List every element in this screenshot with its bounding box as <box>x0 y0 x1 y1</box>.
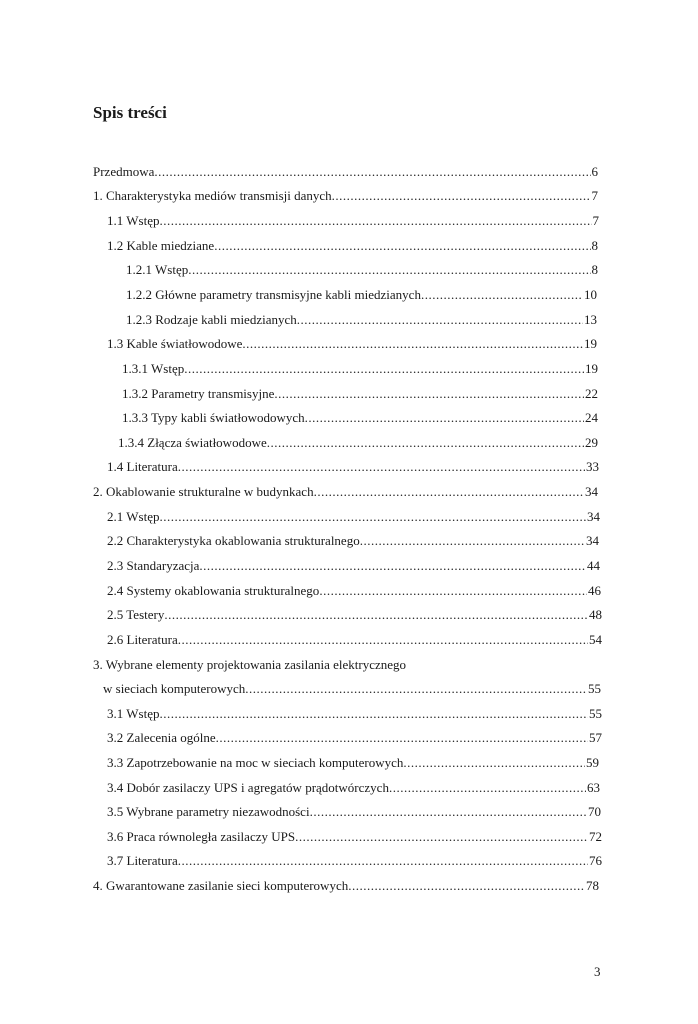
toc-entry-page: 44 <box>587 558 600 573</box>
toc-entry-2-5[interactable] <box>107 606 602 624</box>
toc-entry-page: 29 <box>585 435 598 450</box>
toc-entry-page: 55 <box>589 706 602 721</box>
toc-entry-1-2-2[interactable] <box>126 286 597 304</box>
toc-entry-chapter-2[interactable] <box>93 483 598 501</box>
toc-entry-chapter-3-line-2[interactable] <box>103 680 601 698</box>
toc-leader-dots <box>154 163 590 181</box>
toc-entry-label: 3.5 Wybrane parametry niezawodności <box>107 804 310 819</box>
toc-entry-label: 3. Wybrane elementy projektowania zasilania elektrycznego <box>93 657 407 672</box>
toc-entry-label: 2. Okablowanie strukturalne w budynkach <box>93 484 314 499</box>
toc-entry-2-3[interactable] <box>107 557 600 575</box>
toc-entry-preface[interactable] <box>93 163 598 181</box>
toc-leader-dots <box>242 335 583 353</box>
toc-leader-dots <box>214 237 590 255</box>
toc-entry-page: 6 <box>591 164 598 179</box>
toc-leader-dots <box>159 212 591 230</box>
toc-entry-page: 24 <box>585 410 598 425</box>
page-number: 3 <box>594 964 601 979</box>
toc-entry-3-5[interactable] <box>107 803 601 821</box>
toc-entry-page: 54 <box>589 632 602 647</box>
toc-leader-dots <box>310 803 587 821</box>
toc-entry-page: 22 <box>585 386 598 401</box>
page-title: Spis treści <box>93 103 167 122</box>
toc-entry-label: 4. Gwarantowane zasilanie sieci komputerowych <box>93 878 349 893</box>
toc-leader-dots <box>178 631 588 649</box>
toc-entry-3-2[interactable] <box>107 729 602 747</box>
toc-entry-1-3-1[interactable] <box>122 360 598 378</box>
toc-entry-label: Przedmowa <box>93 164 155 179</box>
toc-leader-dots <box>267 434 584 452</box>
toc-entry-label: 1.2 Kable miedziane <box>107 238 215 253</box>
toc-entry-label: w sieciach komputerowych <box>103 681 246 696</box>
toc-entry-page: 8 <box>591 262 598 277</box>
toc-entry-1-2-1[interactable] <box>126 261 598 279</box>
toc-entry-1-3-4[interactable] <box>118 434 598 452</box>
toc-entry-page: 34 <box>587 509 600 524</box>
toc-entry-page: 7 <box>591 188 598 203</box>
toc-entry-label: 3.2 Zalecenia ogólne <box>107 730 216 745</box>
toc-entry-1-1[interactable] <box>107 212 599 230</box>
toc-entry-page: 33 <box>586 459 599 474</box>
toc-entry-chapter-1[interactable] <box>93 187 598 205</box>
toc-entry-label: 1.3 Kable światłowodowe <box>107 336 243 351</box>
toc-entry-2-6[interactable] <box>107 631 602 649</box>
toc-leader-dots <box>199 557 586 575</box>
toc-entry-3-4[interactable] <box>107 779 600 797</box>
toc-entry-label: 2.6 Literatura <box>107 632 178 647</box>
toc-leader-dots <box>295 828 588 846</box>
toc-entry-label: 3.3 Zapotrzebowanie na moc w sieciach komputerowych <box>107 755 404 770</box>
toc-entry-page: 48 <box>589 607 602 622</box>
toc-entry-label: 1.2.1 Wstęp <box>126 262 189 277</box>
toc-leader-dots <box>188 261 590 279</box>
toc-entry-label: 1.2.2 Główne parametry transmisyjne kabli miedzianych <box>126 287 421 302</box>
toc-entry-page: 7 <box>592 213 599 228</box>
toc-leader-dots <box>159 705 588 723</box>
toc-entry-page: 46 <box>588 583 601 598</box>
toc-entry-label: 3.4 Dobór zasilaczy UPS i agregatów prądotwórczych <box>107 780 389 795</box>
toc-entry-3-1[interactable] <box>107 705 602 723</box>
toc-leader-dots <box>178 458 585 476</box>
toc-entry-label: 1.4 Literatura <box>107 459 178 474</box>
toc-entry-label: 1.3.4 Złącza światłowodowe <box>118 435 267 450</box>
toc-entry-label: 3.6 Praca równoległa zasilaczy UPS <box>107 829 296 844</box>
toc-entry-label: 3.1 Wstęp <box>107 706 160 721</box>
toc-entry-1-3-3[interactable] <box>122 409 598 427</box>
toc-entry-page: 72 <box>589 829 602 844</box>
toc-entry-page: 19 <box>584 336 597 351</box>
toc-leader-dots <box>297 311 583 329</box>
toc-entry-2-1[interactable] <box>107 508 600 526</box>
toc-leader-dots <box>216 729 588 747</box>
toc-entry-page: 19 <box>585 361 598 376</box>
toc-entry-page: 55 <box>588 681 601 696</box>
toc-entry-1-3-2[interactable] <box>122 385 598 403</box>
toc-entry-3-3[interactable] <box>107 754 599 772</box>
toc-leader-dots <box>421 286 583 304</box>
toc-leader-dots <box>403 754 585 772</box>
toc-entry-1-2[interactable] <box>107 237 598 255</box>
toc-entry-page: 10 <box>584 287 597 302</box>
toc-entry-page: 8 <box>591 238 598 253</box>
toc-entry-chapter-3-line-1[interactable] <box>93 656 598 674</box>
toc-entry-page: 78 <box>586 878 599 893</box>
toc-leader-dots <box>332 187 591 205</box>
toc-entry-label: 1.3.3 Typy kabli światłowodowych <box>122 410 305 425</box>
toc-leader-dots <box>245 680 587 698</box>
toc-leader-dots <box>305 409 584 427</box>
toc-entry-page: 63 <box>587 780 600 795</box>
toc-entry-label: 2.4 Systemy okablowania strukturalnego <box>107 583 320 598</box>
toc-entry-1-4[interactable] <box>107 458 599 476</box>
toc-leader-dots <box>178 852 588 870</box>
toc-entry-page: 13 <box>584 312 597 327</box>
toc-entry-page: 34 <box>585 484 598 499</box>
toc-entry-3-6[interactable] <box>107 828 602 846</box>
toc-entry-page: 70 <box>588 804 601 819</box>
toc-entry-label: 2.5 Testery <box>107 607 165 622</box>
toc-leader-dots <box>274 385 584 403</box>
toc-entry-label: 1. Charakterystyka mediów transmisji danych <box>93 188 332 203</box>
toc-leader-dots <box>314 483 584 501</box>
toc-entry-3-7[interactable] <box>107 852 602 870</box>
toc-entry-label: 1.3.1 Wstęp <box>122 361 185 376</box>
toc-leader-dots <box>348 877 585 895</box>
toc-entry-2-4[interactable] <box>107 582 601 600</box>
toc-entry-page: 76 <box>589 853 602 868</box>
toc-entry-1-2-3[interactable] <box>126 311 597 329</box>
toc-leader-dots <box>184 360 584 378</box>
toc-entry-page: 57 <box>589 730 602 745</box>
toc-leader-dots <box>164 606 588 624</box>
toc-entry-page: 59 <box>586 755 599 770</box>
toc-entry-1-3[interactable] <box>107 335 597 353</box>
toc-entry-label: 2.3 Standaryzacja <box>107 558 200 573</box>
toc-leader-dots <box>389 779 586 797</box>
toc-entry-label: 1.3.2 Parametry transmisyjne <box>122 386 275 401</box>
toc-leader-dots <box>159 508 586 526</box>
toc-entry-label: 3.7 Literatura <box>107 853 178 868</box>
toc-entry-label: 1.1 Wstęp <box>107 213 160 228</box>
toc-entry-label: 2.2 Charakterystyka okablowania strukturalnego <box>107 533 360 548</box>
toc-leader-dots <box>319 582 587 600</box>
toc-entry-label: 1.2.3 Rodzaje kabli miedzianych <box>126 312 297 327</box>
toc-leader-dots <box>360 532 585 550</box>
toc-entry-2-2[interactable] <box>107 532 599 550</box>
toc-entry-page: 34 <box>586 533 599 548</box>
toc-entry-chapter-4[interactable] <box>93 877 599 895</box>
toc-entry-label: 2.1 Wstęp <box>107 509 160 524</box>
